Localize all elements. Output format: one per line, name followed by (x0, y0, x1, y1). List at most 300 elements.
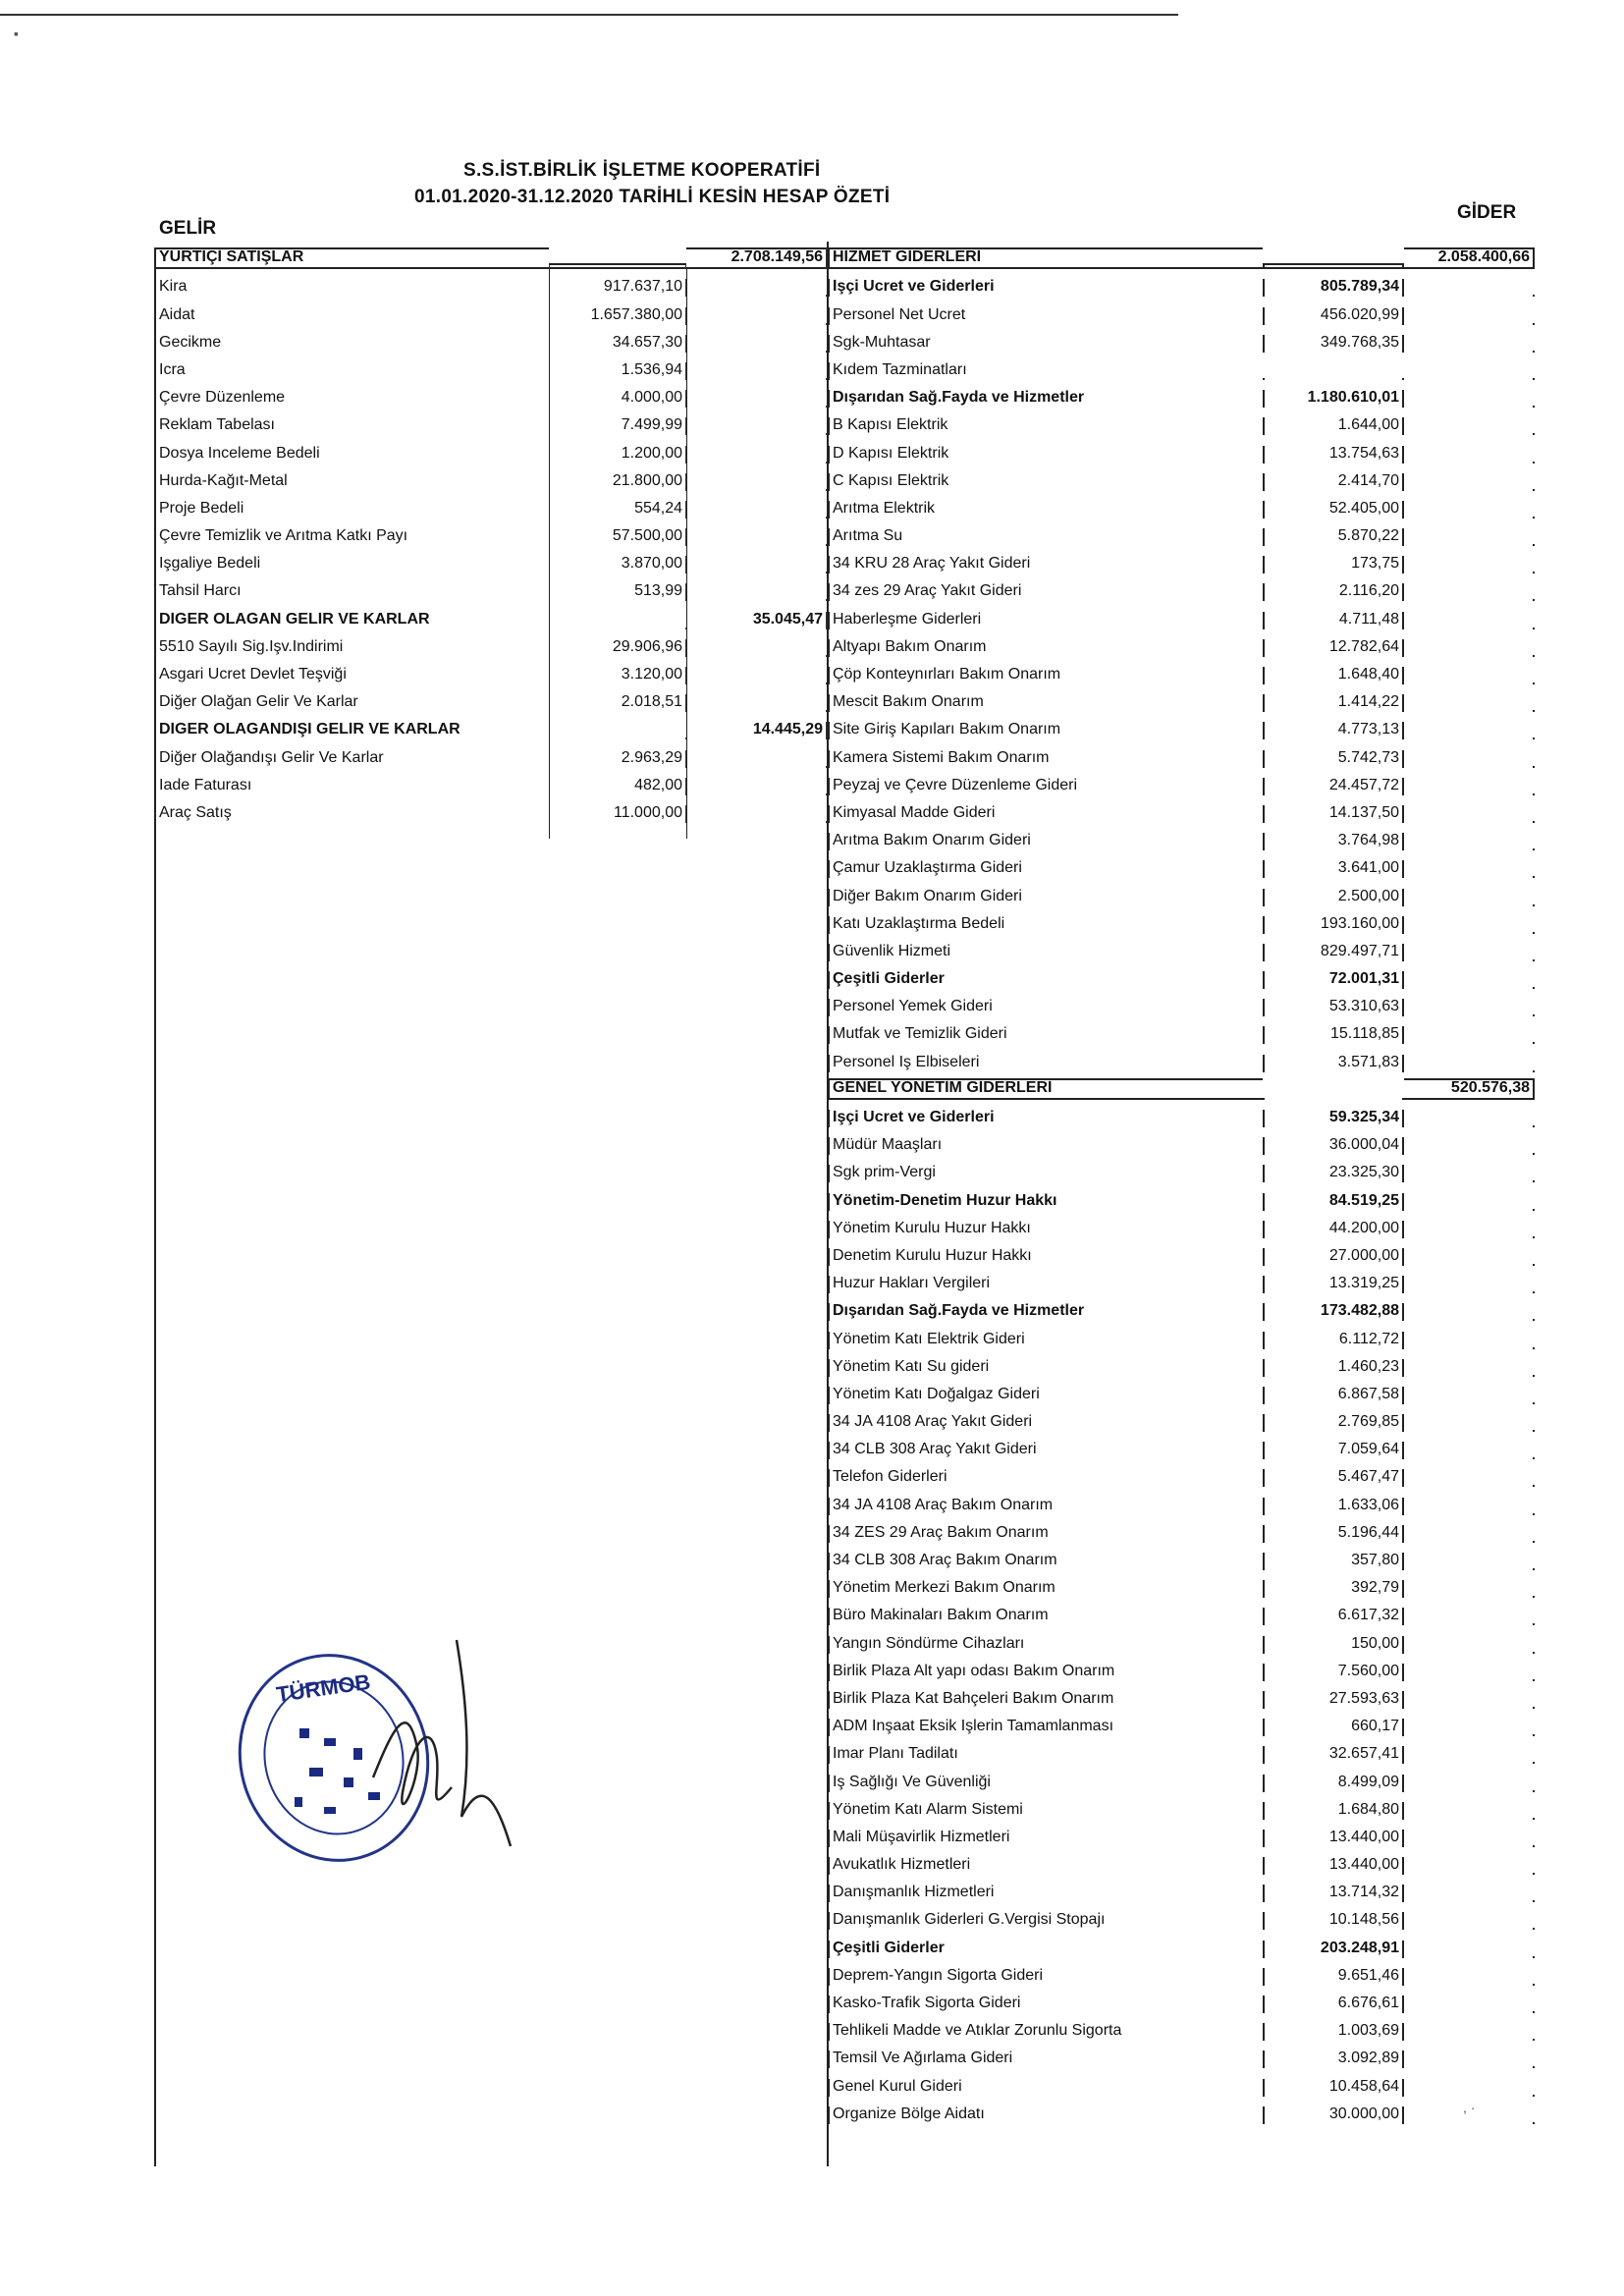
income-section-amount (549, 263, 686, 269)
expense-row-total (1404, 932, 1535, 934)
income-row-total (686, 710, 827, 712)
income-row-amount: 4.000,00 (549, 390, 686, 408)
expense-row (828, 1238, 1535, 1266)
income-row-label: Çevre Düzenleme (154, 390, 549, 408)
income-row-amount: 11.000,00 (549, 805, 686, 823)
expense-row-label: Site Giriş Kapıları Bakım Onarım (828, 722, 1263, 739)
income-row-amount: 482,00 (549, 778, 686, 795)
expense-row-label: Birlik Plaza Alt yapı odası Bakım Onarım (828, 1664, 1263, 1681)
expense-row (828, 2068, 1535, 2096)
expense-row-label: Peyzaj ve Çevre Düzenleme Gideri (828, 778, 1263, 795)
income-row-amount: 2.018,51 (549, 694, 686, 712)
expense-row-total (1404, 1042, 1535, 1044)
income-row-label: Hurda-Kağıt-Metal (154, 473, 549, 491)
income-row (154, 601, 827, 629)
income-row-label: Tahsil Harcı (154, 583, 549, 601)
expense-row-total (1404, 1734, 1535, 1736)
expense-row-label: Dışarıdan Sağ.Fayda ve Hizmetler (828, 390, 1263, 408)
expense-row-amount: 27.000,00 (1263, 1248, 1404, 1266)
expense-row (828, 2041, 1535, 2068)
expense-row-label: Huzur Hakları Vergileri (828, 1276, 1263, 1293)
expense-row-total (1404, 1375, 1535, 1377)
expense-row-amount: 829.497,71 (1263, 944, 1404, 961)
expense-row-amount: 30.000,00 (1263, 2106, 1404, 2124)
expense-row (828, 1459, 1535, 1487)
expense-row-label: İmar Planı Tadilatı (828, 1746, 1263, 1764)
expense-row-label: Haberleşme Giderleri (828, 612, 1263, 629)
expense-row-label: Denetim Kurulu Huzur Hakkı (828, 1248, 1263, 1266)
expense-row-amount: 3.571,83 (1263, 1055, 1404, 1072)
expense-row-label: Arıtma Elektrik (828, 501, 1263, 519)
expense-row-total (1404, 1762, 1535, 1764)
expense-row (828, 546, 1535, 574)
expense-row (828, 1792, 1535, 1820)
expense-row (828, 712, 1535, 739)
expense-section-header (828, 242, 1535, 269)
expense-row-total (1404, 1568, 1535, 1570)
expense-row-total (1404, 1845, 1535, 1847)
expense-row (828, 989, 1535, 1016)
expense-row (828, 2097, 1535, 2124)
income-row-amount (549, 628, 686, 629)
expense-row (828, 657, 1535, 684)
expense-row-total (1404, 1070, 1535, 1072)
expense-row (828, 795, 1535, 823)
expense-row (828, 1321, 1535, 1348)
income-row-total (686, 517, 827, 519)
expense-row (828, 1986, 1535, 2013)
income-row-label: Proje Bedeli (154, 501, 549, 519)
expense-row-amount: 1.633,06 (1263, 1498, 1404, 1515)
expense-row-total (1404, 821, 1535, 823)
expense-row-amount: 53.310,63 (1263, 999, 1404, 1016)
expense-row-amount: 1.460,23 (1263, 1359, 1404, 1377)
expense-row-amount: 1.180.610,01 (1263, 390, 1404, 408)
expense-row-amount: 27.593,63 (1263, 1691, 1404, 1709)
expense-row-amount: 12.782,64 (1263, 639, 1404, 657)
income-table (154, 242, 827, 823)
scan-speck: , · (1463, 2100, 1476, 2115)
income-row-label: İşgaliye Bedeli (154, 556, 549, 574)
income-row (154, 297, 827, 324)
expense-row-label: Yangın Söndürme Cihazları (828, 1636, 1263, 1654)
expense-row-amount: 13.440,00 (1263, 1857, 1404, 1875)
expense-row-label: Telefon Giderleri (828, 1469, 1263, 1487)
expense-row-total (1404, 876, 1535, 878)
expense-row-label: D Kapısı Elektrik (828, 446, 1263, 464)
expense-row (828, 1654, 1535, 1681)
income-row-amount: 1.657.380,00 (549, 307, 686, 325)
expense-row-total (1404, 1707, 1535, 1709)
income-row-total (686, 406, 827, 408)
expense-row-amount: 4.773,13 (1263, 722, 1404, 739)
expense-row-amount: 2.116,20 (1263, 583, 1404, 601)
general-section-title: GENEL YÖNETİM GİDERLERİ (828, 1078, 1263, 1100)
expense-section-amount (1263, 263, 1404, 269)
expense-row-total (1404, 1402, 1535, 1404)
expense-row-amount: 349.768,35 (1263, 335, 1404, 353)
income-row-amount: 513,99 (549, 583, 686, 601)
expense-row-label: ADM İnşaat Eksik İşlerin Tamamlanması (828, 1719, 1263, 1736)
income-section-total: 2.708.149,56 (686, 247, 827, 269)
income-row (154, 353, 827, 380)
expense-row-total (1404, 1485, 1535, 1487)
expense-row-amount: 2.500,00 (1263, 889, 1404, 906)
expense-row (828, 1487, 1535, 1514)
expense-row-total (1404, 738, 1535, 739)
income-section-title: YURTİÇİ SATIŞLAR (154, 247, 549, 269)
expense-row-label: Katı Uzaklaştırma Bedeli (828, 916, 1263, 934)
expense-row-label: Yönetim Katı Su gideri (828, 1359, 1263, 1377)
income-row-total (686, 462, 827, 464)
expense-row-label: 34 KRU 28 Araç Yakıt Gideri (828, 556, 1263, 574)
income-row-total (686, 489, 827, 491)
expense-row (828, 934, 1535, 961)
expense-row-amount: 13.714,32 (1263, 1885, 1404, 1902)
expense-row-amount: 660,17 (1263, 1719, 1404, 1736)
stamp-text: TÜRMOB (274, 1668, 372, 1708)
expense-row-amount: 193.160,00 (1263, 916, 1404, 934)
expense-row (828, 1432, 1535, 1459)
income-row (154, 546, 827, 574)
expense-row (828, 380, 1535, 408)
expense-row-total (1404, 2122, 1535, 2124)
expense-row-amount: 23.325,30 (1263, 1165, 1404, 1182)
expense-row (828, 1820, 1535, 1847)
expense-row-total (1404, 2066, 1535, 2068)
expense-row-total (1404, 1679, 1535, 1681)
expense-row-total (1404, 766, 1535, 768)
income-row-label: Diğer Olağandışı Gelir Ve Karlar (154, 750, 549, 768)
expense-row-total (1404, 1180, 1535, 1182)
expense-row-label: Çeşitli Giderler (828, 1941, 1263, 1958)
top-rule (0, 14, 1178, 16)
expense-row (828, 2013, 1535, 2041)
expense-row-total (1404, 572, 1535, 574)
expense-row-total (1404, 1623, 1535, 1625)
expense-row-total (1404, 1790, 1535, 1792)
expense-row (828, 1377, 1535, 1404)
expense-row (828, 464, 1535, 491)
income-row (154, 435, 827, 463)
expense-row (828, 435, 1535, 463)
income-row (154, 712, 827, 739)
expense-row-total (1404, 2011, 1535, 2013)
expense-row-amount: 7.560,00 (1263, 1664, 1404, 1681)
expense-row-amount: 4.711,48 (1263, 612, 1404, 629)
income-row-amount: 2.963,29 (549, 750, 686, 768)
expense-row-total (1404, 378, 1535, 380)
expense-row-total (1404, 517, 1535, 519)
expense-row-label: 34 CLB 308 Araç Bakım Onarım (828, 1553, 1263, 1570)
expense-row (828, 906, 1535, 934)
expense-row (828, 1681, 1535, 1709)
expense-row-total (1404, 433, 1535, 435)
expense-row-total (1404, 1541, 1535, 1543)
expense-row-label: 34 CLB 308 Araç Yakıt Gideri (828, 1442, 1263, 1459)
income-total-border (827, 242, 829, 2166)
expense-row-amount: 357,80 (1263, 1553, 1404, 1570)
expense-row-amount (1263, 378, 1404, 380)
expense-row-amount: 805.789,34 (1263, 279, 1404, 297)
expense-row (828, 601, 1535, 629)
expense-row-label: 34 zes 29 Araç Yakıt Gideri (828, 583, 1263, 601)
expense-row-label: Yönetim-Denetim Huzur Hakkı (828, 1193, 1263, 1211)
expense-row (828, 629, 1535, 657)
expense-row-label: Güvenlik Hizmeti (828, 944, 1263, 961)
income-row (154, 657, 827, 684)
expense-row-label: Birlik Plaza Kat Bahçeleri Bakım Onarım (828, 1691, 1263, 1709)
expense-row (828, 878, 1535, 905)
income-row-total (686, 766, 827, 768)
expense-row-amount: 173.482,88 (1263, 1303, 1404, 1321)
expense-row-amount: 5.742,73 (1263, 750, 1404, 768)
expense-row (828, 1709, 1535, 1736)
expense-row-label: Personel İş Elbiseleri (828, 1055, 1263, 1072)
income-section-header (154, 242, 827, 269)
expense-row-total (1404, 544, 1535, 546)
expense-row-amount: 9.651,46 (1263, 1968, 1404, 1986)
expense-row-amount: 1.684,80 (1263, 1802, 1404, 1820)
expense-row-total (1404, 1209, 1535, 1211)
income-row-amount: 3.870,00 (549, 556, 686, 574)
income-row-label: İade Faturası (154, 778, 549, 795)
expense-row-label: Deprem-Yangın Sigorta Gideri (828, 1968, 1263, 1986)
expense-row-total (1404, 1818, 1535, 1820)
income-row-total: 14.445,29 (686, 722, 827, 739)
expense-section-total: 2.058.400,66 (1404, 247, 1535, 269)
expense-row-amount: 1.003,69 (1263, 2023, 1404, 2041)
expense-row (828, 1127, 1535, 1155)
expense-row (828, 297, 1535, 324)
expense-row (828, 1266, 1535, 1293)
expense-row-label: Tehlikeli Madde ve Atıklar Zorunlu Sigorta (828, 2023, 1263, 2041)
expense-row-amount: 203.248,91 (1263, 1941, 1404, 1958)
expense-row-amount: 1.648,40 (1263, 667, 1404, 684)
income-row-total (686, 323, 827, 325)
expense-row (828, 1349, 1535, 1377)
income-row-label: Çevre Temizlik ve Arıtma Katkı Payı (154, 528, 549, 546)
expense-row-label: İş Sağlığı Ve Güvenliği (828, 1775, 1263, 1792)
income-row-total (686, 793, 827, 795)
expense-row-amount: 2.769,85 (1263, 1414, 1404, 1432)
expense-row-amount: 6.867,58 (1263, 1387, 1404, 1404)
expense-row (828, 325, 1535, 353)
income-row-total (686, 295, 827, 297)
expense-row-label: 34 JA 4108 Araç Yakıt Gideri (828, 1414, 1263, 1432)
income-row (154, 491, 827, 519)
expense-row-total (1404, 1596, 1535, 1598)
expense-row-total (1404, 489, 1535, 491)
income-row (154, 519, 827, 546)
expense-row-amount: 10.148,56 (1263, 1912, 1404, 1930)
expense-row-label: Yönetim Katı Elektrik Gideri (828, 1332, 1263, 1349)
expense-row (828, 1044, 1535, 1071)
expense-row-label: İşçi Ücret ve Giderleri (828, 279, 1263, 297)
expense-row (828, 1958, 1535, 1986)
expense-row (828, 574, 1535, 601)
expense-row (828, 1847, 1535, 1875)
expense-row-total (1404, 1125, 1535, 1127)
expense-row-amount: 1.644,00 (1263, 417, 1404, 435)
expense-row (828, 961, 1535, 989)
document-subtitle: 01.01.2020-31.12.2020 TARİHLİ KESİN HESAP ÖZETİ (414, 187, 891, 207)
expense-row-amount: 3.092,89 (1263, 2050, 1404, 2068)
income-row-amount: 29.906,96 (549, 639, 686, 657)
income-row (154, 464, 827, 491)
expense-row (828, 1182, 1535, 1210)
expense-row-label: 34 ZES 29 Araç Bakım Onarım (828, 1525, 1263, 1543)
income-row (154, 739, 827, 767)
expense-row-amount: 72.001,31 (1263, 971, 1404, 989)
expense-row-label: Müdür Maaşları (828, 1137, 1263, 1155)
expense-row-amount: 13.440,00 (1263, 1830, 1404, 1847)
expense-row-label: Temsil Ve Ağırlama Gideri (828, 2050, 1263, 2068)
expense-section-title: HİZMET GİDERLERİ (828, 247, 1263, 269)
income-row-total (686, 433, 827, 435)
expense-row (828, 519, 1535, 546)
expense-row-label: Çeşitli Giderler (828, 971, 1263, 989)
expense-row-total (1404, 710, 1535, 712)
income-row-label: Araç Satış (154, 805, 549, 823)
expense-row-amount: 5.870,22 (1263, 528, 1404, 546)
expense-row (828, 1764, 1535, 1791)
income-left-border (154, 269, 156, 2166)
expense-row-label: Kamera Sistemi Bakım Onarım (828, 750, 1263, 768)
income-row-label: Gecikme (154, 335, 549, 353)
income-row-total (686, 351, 827, 353)
expense-row-label: Kimyasal Madde Gideri (828, 805, 1263, 823)
expense-row-label: Yönetim Kurulu Huzur Hakkı (828, 1221, 1263, 1238)
expense-row-total (1404, 628, 1535, 629)
expense-row-total (1404, 1264, 1535, 1266)
expense-row-total (1404, 904, 1535, 906)
expense-row-total (1404, 793, 1535, 795)
expense-row-label: Kasko-Trafik Sigorta Gideri (828, 1995, 1263, 2013)
income-heading: GELİR (159, 218, 217, 239)
expense-row (828, 353, 1535, 380)
expense-row-amount: 84.519,25 (1263, 1193, 1404, 1211)
expense-row-total (1404, 1652, 1535, 1654)
expense-row-amount: 13.754,63 (1263, 446, 1404, 464)
income-row-amount: 7.499,99 (549, 417, 686, 435)
income-row-total (686, 378, 827, 380)
expense-row (828, 1100, 1535, 1127)
expense-row-label: Organize Bölge Aidatı (828, 2106, 1263, 2124)
income-row (154, 325, 827, 353)
income-amount-border (549, 269, 550, 839)
expense-row-total (1404, 2095, 1535, 2097)
expense-row-amount: 1.414,22 (1263, 694, 1404, 712)
income-row-amount: 34.657,30 (549, 335, 686, 353)
expense-row-label: Genel Kurul Gideri (828, 2079, 1263, 2097)
expense-row-label: Avukatlık Hizmetleri (828, 1857, 1263, 1875)
income-amount-border-right (686, 269, 687, 839)
income-row-total (686, 572, 827, 574)
expense-row (828, 1902, 1535, 1930)
expense-row-label: Altyapı Bakım Onarım (828, 639, 1263, 657)
expense-row-label: Büro Makinaları Bakım Onarım (828, 1608, 1263, 1625)
general-section-amount (1263, 1098, 1404, 1100)
expense-row-total (1404, 683, 1535, 684)
expense-row-amount: 52.405,00 (1263, 501, 1404, 519)
general-section-header (828, 1072, 1535, 1100)
expense-row (828, 1570, 1535, 1598)
expense-row-label: Personel Yemek Gideri (828, 999, 1263, 1016)
expense-row-total (1404, 959, 1535, 961)
expense-row-total (1404, 1956, 1535, 1958)
expense-row-label: Arıtma Bakım Onarım Gideri (828, 833, 1263, 850)
expense-row-label: Kıdem Tazminatları (828, 362, 1263, 380)
expense-row-total (1404, 987, 1535, 989)
expense-row-amount: 2.414,70 (1263, 473, 1404, 491)
expense-row-amount: 14.137,50 (1263, 805, 1404, 823)
expense-row-label: Mutfak ve Temizlik Gideri (828, 1026, 1263, 1044)
expense-row-amount: 10.458,64 (1263, 2079, 1404, 2097)
expense-row-label: 34 JA 4108 Araç Bakım Onarım (828, 1498, 1263, 1515)
expense-row (828, 1875, 1535, 1902)
income-row (154, 574, 827, 601)
income-row-label: Kira (154, 279, 549, 297)
expense-row (828, 1404, 1535, 1432)
expense-row-label: Diğer Bakım Onarım Gideri (828, 889, 1263, 906)
income-row-label: DİĞER OLAĞAN GELİR VE KARLAR (154, 612, 549, 629)
expense-row-amount: 6.676,61 (1263, 1995, 1404, 2013)
expense-row-amount: 8.499,09 (1263, 1775, 1404, 1792)
expense-row (828, 823, 1535, 850)
income-row-amount: 1.200,00 (549, 446, 686, 464)
expense-row-total (1404, 1873, 1535, 1875)
expense-row-amount: 3.641,00 (1263, 860, 1404, 878)
expense-row-label: B Kapısı Elektrik (828, 417, 1263, 435)
income-row-amount (549, 738, 686, 739)
expense-row (828, 739, 1535, 767)
expense-row-amount: 36.000,04 (1263, 1137, 1404, 1155)
expense-row (828, 269, 1535, 297)
expense-row-total (1404, 1014, 1535, 1016)
expense-row-label: Danışmanlık Giderleri G.Vergisi Stopajı (828, 1912, 1263, 1930)
income-row-label: 5510 Sayılı Sig.İşv.İndirimi (154, 639, 549, 657)
expense-row (828, 1016, 1535, 1044)
expense-row-label: Çöp Konteynırları Bakım Onarım (828, 667, 1263, 684)
income-row-total (686, 821, 827, 823)
income-row-total (686, 683, 827, 684)
expense-row (828, 1211, 1535, 1238)
expense-row-amount: 456.020,99 (1263, 307, 1404, 325)
expense-row-amount: 6.112,72 (1263, 1332, 1404, 1349)
expense-row-amount: 13.319,25 (1263, 1276, 1404, 1293)
income-row (154, 768, 827, 795)
income-row-amount: 917.637,10 (549, 279, 686, 297)
expense-row (828, 1543, 1535, 1570)
expense-row-total (1404, 1236, 1535, 1238)
expense-row (828, 491, 1535, 519)
expense-row (828, 684, 1535, 712)
expense-row-total (1404, 599, 1535, 601)
income-row-amount: 57.500,00 (549, 528, 686, 546)
income-row (154, 269, 827, 297)
expense-row-total (1404, 1430, 1535, 1432)
expense-row-total (1404, 2039, 1535, 2041)
expense-row-label: Personel Net Ücret (828, 307, 1263, 325)
expense-row-amount: 5.196,44 (1263, 1525, 1404, 1543)
expense-row-amount: 392,79 (1263, 1580, 1404, 1598)
income-row-label: DİĞER OLAĞANDIŞI GELİR VE KARLAR (154, 722, 549, 739)
income-row-label: Asgari Ücret Devlet Teşviği (154, 667, 549, 684)
expense-row-label: Yönetim Merkezi Bakım Onarım (828, 1580, 1263, 1598)
expense-row (828, 408, 1535, 435)
expense-row-total (1404, 351, 1535, 353)
